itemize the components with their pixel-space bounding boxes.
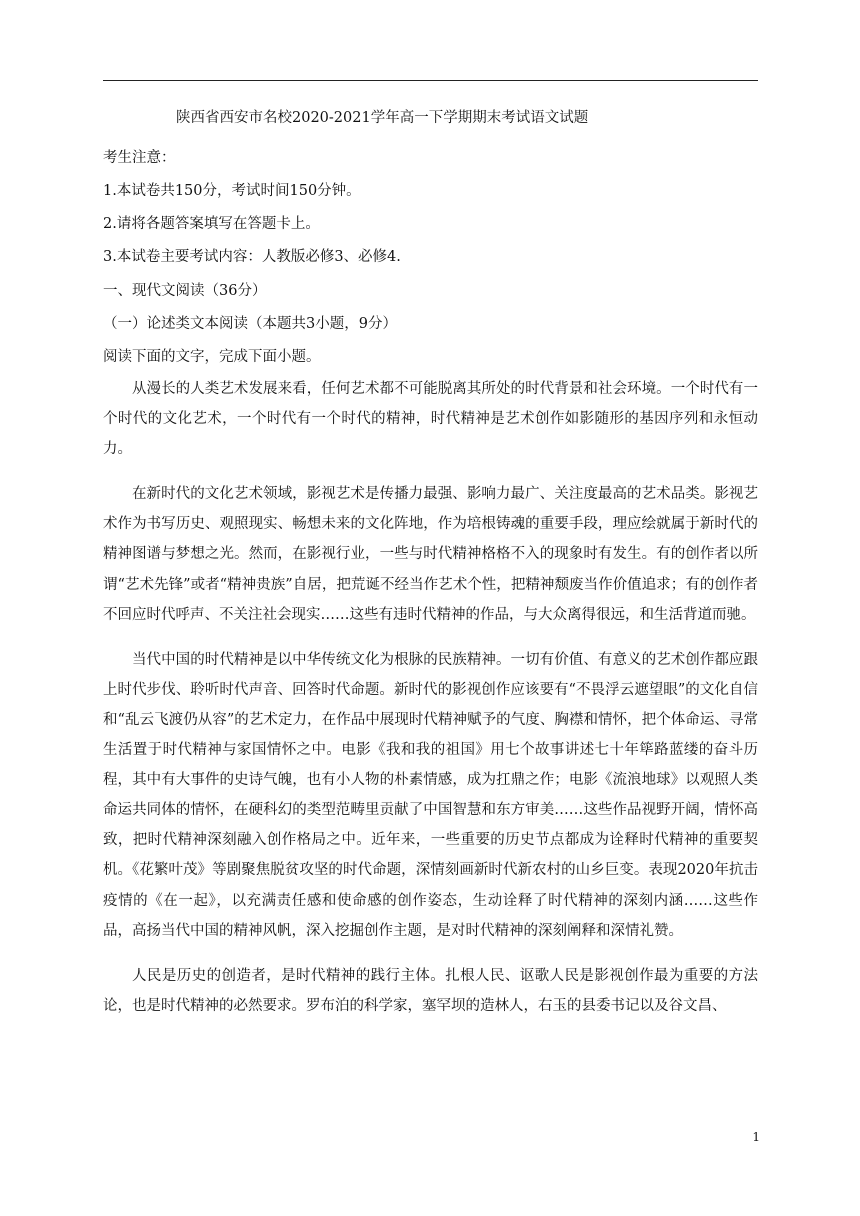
- notice-item-3: 3.本试卷主要考试内容：人教版必修3、必修4.: [103, 249, 401, 265]
- notice-item-1: 1.本试卷共150分，考试时间150分钟。: [103, 183, 361, 199]
- subsection-heading: （一）论述类文本阅读（本题共3小题，9分）: [103, 316, 397, 332]
- notice-item-2: 2.请将各题答案填写在答题卡上。: [103, 216, 320, 232]
- header-rule: [103, 80, 758, 81]
- section-heading: 一、现代文阅读（36分）: [103, 283, 267, 299]
- passage-paragraph: 从漫长的人类艺术发展来看，任何艺术都不可能脱离其所处的时代背景和社会环境。一个时代有一个时代的文化艺术，一个时代有一个时代的精神，时代精神是艺术创作如影随形的基因序列和永恒动力。: [103, 381, 758, 458]
- notice-heading: 考生注意：: [103, 150, 176, 166]
- reading-instruction: 阅读下面的文字，完成下面小题。: [103, 349, 321, 365]
- passage-paragraph: 人民是历史的创造者，是时代精神的践行主体。扎根人民、讴歌人民是影视创作最为重要的方法论，也是时代精神的必然要求。罗布泊的科学家，塞罕坝的造林人，右玉的县委书记以及谷文昌、: [103, 967, 758, 1014]
- passage-paragraph: 在新时代的文化艺术领域，影视艺术是传播力最强、影响力最广、关注度最高的艺术品类。影视艺术作为书写历史、观照现实、畅想未来的文化阵地，作为培根铸魂的重要手段，理应绘就属于新时代的精神图谱与梦想之光。然而，在影视行业，一些与时代精神格格不入的现象时有发生。有的创作者以所谓“艺术先锋”或者“精神贵族”自居，把荒诞不经当作艺术个性，把精神颓废当作价值追求；有的创作者不回应时代呼声、不关注社会现实……这些有违时代精神的作品，与大众离得很远，和生活背道而驰。: [103, 486, 758, 623]
- reading-passage: [103, 374, 758, 1036]
- passage-paragraph: 当代中国的时代精神是以中华传统文化为根脉的民族精神。一切有价值、有意义的艺术创作都应跟上时代步伐、聆听时代声音、回答时代命题。新时代的影视创作应该要有“不畏浮云遮望眼”的文化自信和“乱云飞渡仍从容”的艺术定力，在作品中展现时代精神赋予的气度、胸襟和情怀，把个体命运、寻常生活置于时代精神与家国情怀之中。电影《我和我的祖国》用七个故事讲述七十年筚路蓝缕的奋斗历程，其中有大事件的史诗气魄，也有小人物的朴素情感，成为扛鼎之作；电影《流浪地球》以观照人类命运共同体的情怀，在硬科幻的类型范畴里贡献了中国智慧和东方审美……这些作品视野开阔，情怀高致，把时代精神深刻融入创作格局之中。近年来，一些重要的历史节点都成为诠释时代精神的重要契机。《花繁叶茂》等剧聚焦脱贫攻坚的时代命题，深情刻画新时代新农村的山乡巨变。表现2020年抗击疫情的《在一起》，以充满责任感和使命感的创作姿态，生动诠释了时代精神的深刻内涵……这些作品，高扬当代中国的精神风帆，深入挖掘创作主题，是对时代精神的深刻阐释和深情礼赞。: [103, 651, 758, 939]
- exam-title: 陕西省西安市名校2020-2021学年高一下学期期末考试语文试题: [176, 110, 589, 126]
- page-number: 1: [752, 1130, 760, 1144]
